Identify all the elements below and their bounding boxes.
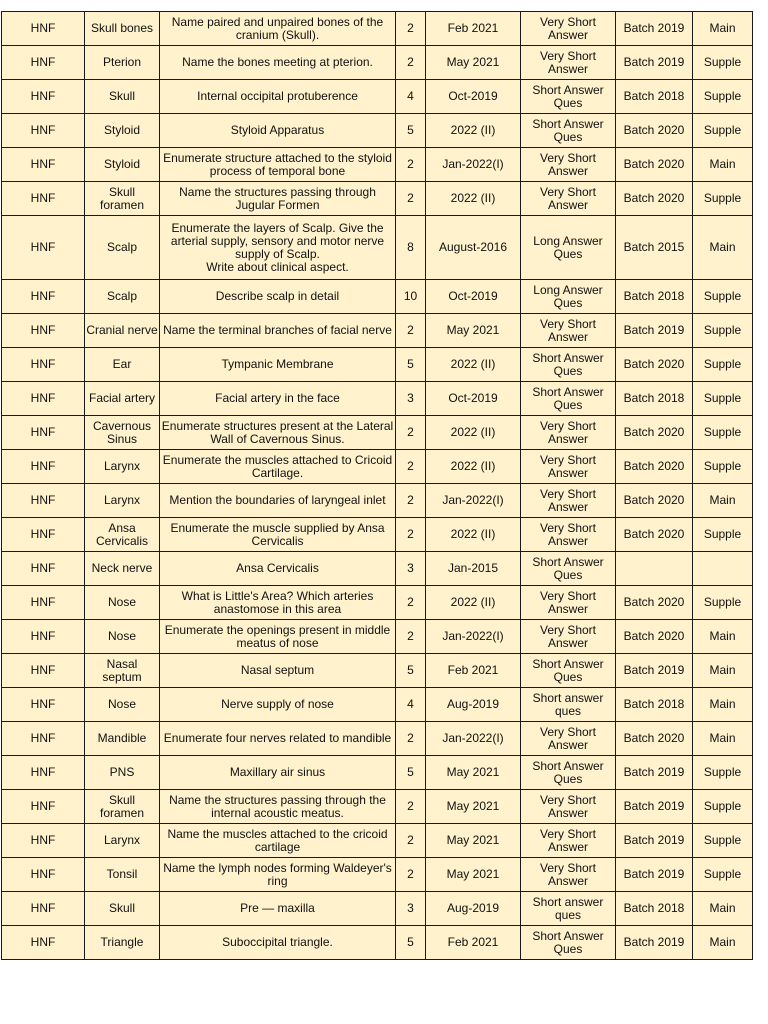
exam-date-cell: Jan-2022(I) [426,620,521,654]
question-cell: Name paired and unpaired bones of the cranium (Skull). [160,12,396,46]
marks-cell: 2 [396,12,426,46]
exam-date-cell: Jan-2022(I) [426,148,521,182]
session-cell: Supple [693,858,753,892]
table-row [2,416,753,450]
table-row [2,722,753,756]
topic-cell: Cavernous Sinus [85,416,160,450]
subject-cell: HNF [2,552,85,586]
topic-cell: Neck nerve [85,552,160,586]
session-cell: Supple [693,46,753,80]
exam-date-cell: Feb 2021 [426,926,521,960]
topic-cell: Skull [85,892,160,926]
topic-cell: Scalp [85,280,160,314]
table-row [2,620,753,654]
session-cell: Supple [693,450,753,484]
subject-cell: HNF [2,216,85,280]
session-cell: Main [693,484,753,518]
marks-cell: 2 [396,858,426,892]
batch-cell: Batch 2020 [616,416,693,450]
question-cell: Tympanic Membrane [160,348,396,382]
topic-cell: Triangle [85,926,160,960]
question-type-cell: Very Short Answer [521,148,616,182]
question-cell: Name the bones meeting at pterion. [160,46,396,80]
subject-cell: HNF [2,586,85,620]
question-cell: Enumerate the layers of Scalp. Give the arterial supply, sensory and motor nerve supply of Scalp. Write about clinical aspect. [160,216,396,280]
subject-cell: HNF [2,926,85,960]
exam-date-cell: Oct-2019 [426,280,521,314]
batch-cell: Batch 2019 [616,314,693,348]
table-row [2,654,753,688]
session-cell: Main [693,926,753,960]
topic-cell: Skull [85,80,160,114]
question-cell: Ansa Cervicalis [160,552,396,586]
exam-date-cell: 2022 (II) [426,518,521,552]
subject-cell: HNF [2,892,85,926]
question-type-cell: Very Short Answer [521,586,616,620]
question-type-cell: Very Short Answer [521,12,616,46]
question-type-cell: Short Answer Ques [521,80,616,114]
table-body [2,12,753,960]
subject-cell: HNF [2,756,85,790]
topic-cell: Larynx [85,824,160,858]
marks-cell: 3 [396,892,426,926]
batch-cell: Batch 2018 [616,892,693,926]
subject-cell: HNF [2,348,85,382]
exam-date-cell: Jan-2015 [426,552,521,586]
question-cell: Name the terminal branches of facial nerve [160,314,396,348]
batch-cell: Batch 2019 [616,46,693,80]
table-row [2,518,753,552]
subject-cell: HNF [2,518,85,552]
batch-cell: Batch 2018 [616,280,693,314]
table-row [2,824,753,858]
batch-cell: Batch 2020 [616,450,693,484]
session-cell: Main [693,12,753,46]
marks-cell: 2 [396,314,426,348]
batch-cell: Batch 2019 [616,824,693,858]
question-cell: Name the structures passing through the internal acoustic meatus. [160,790,396,824]
session-cell: Main [693,148,753,182]
exam-date-cell: May 2021 [426,824,521,858]
batch-cell: Batch 2020 [616,484,693,518]
marks-cell: 2 [396,790,426,824]
topic-cell: Pterion [85,46,160,80]
subject-cell: HNF [2,80,85,114]
question-cell: Enumerate the muscles attached to Cricoid Cartilage. [160,450,396,484]
exam-date-cell: Jan-2022(I) [426,722,521,756]
topic-cell: Facial artery [85,382,160,416]
batch-cell: Batch 2019 [616,926,693,960]
table-row [2,348,753,382]
batch-cell: Batch 2018 [616,80,693,114]
table-row [2,450,753,484]
topic-cell: Larynx [85,484,160,518]
question-cell: What is Little's Area? Which arteries anastomose in this area [160,586,396,620]
subject-cell: HNF [2,722,85,756]
marks-cell: 5 [396,654,426,688]
exam-date-cell: Aug-2019 [426,688,521,722]
session-cell: Supple [693,382,753,416]
session-cell: Supple [693,314,753,348]
subject-cell: HNF [2,382,85,416]
session-cell: Main [693,216,753,280]
exam-date-cell: 2022 (II) [426,450,521,484]
session-cell: Main [693,722,753,756]
topic-cell: Scalp [85,216,160,280]
table-row [2,892,753,926]
table-row [2,46,753,80]
batch-cell: Batch 2020 [616,586,693,620]
question-type-cell: Very Short Answer [521,620,616,654]
session-cell: Supple [693,790,753,824]
topic-cell: PNS [85,756,160,790]
marks-cell: 4 [396,80,426,114]
question-cell: Enumerate structures present at the Lateral Wall of Cavernous Sinus. [160,416,396,450]
exam-date-cell: 2022 (II) [426,348,521,382]
topic-cell: Skull foramen [85,182,160,216]
exam-date-cell: 2022 (II) [426,416,521,450]
question-type-cell: Short Answer Ques [521,926,616,960]
exam-date-cell: August-2016 [426,216,521,280]
exam-date-cell: Feb 2021 [426,654,521,688]
question-type-cell: Very Short Answer [521,518,616,552]
marks-cell: 2 [396,620,426,654]
batch-cell: Batch 2020 [616,114,693,148]
subject-cell: HNF [2,654,85,688]
marks-cell: 4 [396,688,426,722]
table-row [2,148,753,182]
exam-date-cell: May 2021 [426,756,521,790]
batch-cell: Batch 2018 [616,382,693,416]
table-row [2,858,753,892]
table-row [2,926,753,960]
marks-cell: 3 [396,382,426,416]
batch-cell: Batch 2020 [616,722,693,756]
marks-cell: 5 [396,348,426,382]
question-cell: Facial artery in the face [160,382,396,416]
session-cell: Supple [693,824,753,858]
marks-cell: 5 [396,926,426,960]
subject-cell: HNF [2,182,85,216]
session-cell: Supple [693,348,753,382]
question-cell: Nasal septum [160,654,396,688]
table-row [2,280,753,314]
subject-cell: HNF [2,314,85,348]
table-row [2,182,753,216]
subject-cell: HNF [2,148,85,182]
session-cell: Supple [693,80,753,114]
question-type-cell: Short answer ques [521,892,616,926]
questions-table [1,11,753,960]
topic-cell: Skull foramen [85,790,160,824]
marks-cell: 2 [396,416,426,450]
question-cell: Enumerate the muscle supplied by Ansa Cervicalis [160,518,396,552]
marks-cell: 2 [396,518,426,552]
marks-cell: 5 [396,114,426,148]
table-row [2,80,753,114]
table-row [2,484,753,518]
subject-cell: HNF [2,12,85,46]
batch-cell: Batch 2020 [616,182,693,216]
marks-cell: 2 [396,148,426,182]
question-type-cell: Short Answer Ques [521,552,616,586]
batch-cell: Batch 2019 [616,654,693,688]
question-type-cell: Short Answer Ques [521,348,616,382]
question-type-cell: Very Short Answer [521,314,616,348]
subject-cell: HNF [2,46,85,80]
session-cell: Supple [693,756,753,790]
session-cell: Main [693,688,753,722]
table-row [2,12,753,46]
question-type-cell: Long Answer Ques [521,280,616,314]
exam-date-cell: 2022 (II) [426,182,521,216]
marks-cell: 2 [396,450,426,484]
question-cell: Nerve supply of nose [160,688,396,722]
question-cell: Name the muscles attached to the cricoid cartilage [160,824,396,858]
question-type-cell: Very Short Answer [521,182,616,216]
marks-cell: 2 [396,182,426,216]
exam-date-cell: May 2021 [426,46,521,80]
table-row [2,114,753,148]
subject-cell: HNF [2,858,85,892]
exam-date-cell: May 2021 [426,790,521,824]
session-cell: Main [693,620,753,654]
topic-cell: Cranial nerve [85,314,160,348]
question-cell: Pre — maxilla [160,892,396,926]
subject-cell: HNF [2,790,85,824]
topic-cell: Nose [85,688,160,722]
subject-cell: HNF [2,280,85,314]
subject-cell: HNF [2,484,85,518]
exam-date-cell: 2022 (II) [426,114,521,148]
marks-cell: 10 [396,280,426,314]
question-cell: Styloid Apparatus [160,114,396,148]
question-cell: Maxillary air sinus [160,756,396,790]
exam-date-cell: Aug-2019 [426,892,521,926]
batch-cell [616,552,693,586]
session-cell: Supple [693,182,753,216]
subject-cell: HNF [2,688,85,722]
question-cell: Suboccipital triangle. [160,926,396,960]
batch-cell: Batch 2019 [616,12,693,46]
exam-date-cell: May 2021 [426,314,521,348]
marks-cell: 2 [396,46,426,80]
session-cell: Supple [693,280,753,314]
batch-cell: Batch 2020 [616,518,693,552]
batch-cell: Batch 2019 [616,858,693,892]
table-row [2,314,753,348]
marks-cell: 3 [396,552,426,586]
question-type-cell: Short Answer Ques [521,654,616,688]
question-cell: Name the lymph nodes forming Waldeyer's ring [160,858,396,892]
session-cell: Supple [693,586,753,620]
session-cell: Supple [693,114,753,148]
question-cell: Enumerate structure attached to the styloid process of temporal bone [160,148,396,182]
subject-cell: HNF [2,824,85,858]
table-row [2,688,753,722]
exam-date-cell: Oct-2019 [426,80,521,114]
session-cell: Supple [693,518,753,552]
topic-cell: Mandible [85,722,160,756]
marks-cell: 8 [396,216,426,280]
marks-cell: 2 [396,824,426,858]
session-cell [693,552,753,586]
question-cell: Enumerate four nerves related to mandible [160,722,396,756]
exam-date-cell: Oct-2019 [426,382,521,416]
exam-date-cell: Feb 2021 [426,12,521,46]
session-cell: Main [693,654,753,688]
exam-date-cell: 2022 (II) [426,586,521,620]
subject-cell: HNF [2,620,85,654]
topic-cell: Larynx [85,450,160,484]
question-cell: Describe scalp in detail [160,280,396,314]
topic-cell: Nose [85,620,160,654]
exam-date-cell: May 2021 [426,858,521,892]
topic-cell: Skull bones [85,12,160,46]
question-type-cell: Very Short Answer [521,824,616,858]
subject-cell: HNF [2,416,85,450]
marks-cell: 2 [396,484,426,518]
question-cell: Enumerate the openings present in middle meatus of nose [160,620,396,654]
question-type-cell: Very Short Answer [521,416,616,450]
question-type-cell: Very Short Answer [521,450,616,484]
question-cell: Internal occipital protuberence [160,80,396,114]
batch-cell: Batch 2019 [616,756,693,790]
table-row [2,586,753,620]
topic-cell: Tonsil [85,858,160,892]
table-row [2,790,753,824]
marks-cell: 5 [396,756,426,790]
question-type-cell: Short Answer Ques [521,382,616,416]
question-sheet [1,11,752,960]
question-cell: Mention the boundaries of laryngeal inlet [160,484,396,518]
marks-cell: 2 [396,722,426,756]
topic-cell: Ear [85,348,160,382]
table-row [2,756,753,790]
table-row [2,382,753,416]
batch-cell: Batch 2020 [616,620,693,654]
topic-cell: Styloid [85,148,160,182]
question-type-cell: Short Answer Ques [521,756,616,790]
question-type-cell: Long Answer Ques [521,216,616,280]
batch-cell: Batch 2019 [616,790,693,824]
question-cell: Name the structures passing through Jugular Formen [160,182,396,216]
topic-cell: Nose [85,586,160,620]
table-row [2,552,753,586]
batch-cell: Batch 2020 [616,148,693,182]
topic-cell: Styloid [85,114,160,148]
session-cell: Main [693,892,753,926]
question-type-cell: Short answer ques [521,688,616,722]
question-type-cell: Very Short Answer [521,46,616,80]
marks-cell: 2 [396,586,426,620]
batch-cell: Batch 2015 [616,216,693,280]
question-type-cell: Very Short Answer [521,790,616,824]
subject-cell: HNF [2,114,85,148]
question-type-cell: Short Answer Ques [521,114,616,148]
topic-cell: Nasal septum [85,654,160,688]
question-type-cell: Very Short Answer [521,858,616,892]
table-row [2,216,753,280]
session-cell: Supple [693,416,753,450]
subject-cell: HNF [2,450,85,484]
question-type-cell: Very Short Answer [521,722,616,756]
topic-cell: Ansa Cervicalis [85,518,160,552]
batch-cell: Batch 2020 [616,348,693,382]
batch-cell: Batch 2018 [616,688,693,722]
question-type-cell: Very Short Answer [521,484,616,518]
exam-date-cell: Jan-2022(I) [426,484,521,518]
